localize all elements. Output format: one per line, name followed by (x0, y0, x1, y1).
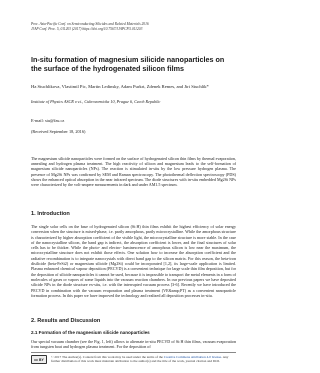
subsection-heading-formation: 2.1 Formation of the magnesium silicide nanoparticles (31, 330, 150, 335)
license-text (51, 355, 236, 364)
introduction-body: The single solar cells on the base of hydrogenated silicon (Si:H) thin films exhibit the highest efficiency of solar energy conversion when the structure is mixed-phase, i.e. partly amorphous, partly microcrystalline. While the amorphous structure is characterized by higher absorption coefficient of the visible light, the microcrystalline structure is more stable. In the case of the nanocrystalline silicon, the band gap is indirect, the absorption coefficient is lower, and the final structures of solar cells has to be thicker. While the photo- and electro- luminescence of amorphous silicon is low near the maximum, the microcrystalline structure does not exhibit those effects. One solution how to increase the absorption coefficient and the radiative recombination is to integrate nanocrystals with direct band gap to the silicon matrix. For this reason, the beta-iron disilicide (beta-FeSi2) or magnesium silicide (Mg2Si) could be incorporated [1,2], its large-scale application is limited. Plasma enhanced chemical vapour deposition (PECVD) is a convenient technique for large scale thin film deposition, but for the deposition of silicide nanoparticles it cannot be used, because it is impossible to transport the metal elements in a form of molecules of gases or vapors of some liquids into the vacuum reaction chambers. In our previous papers we have deposited silicide NPs in the diode structure ex-situ, i.e. with the interrupted vacuum process [3-6]. Recently we have introduced the PECVD in combination with the vacuum evaporation and plasma treatment (VE&amp;PT) as a convenient nanoparticle formation process. In this paper we have improved the technology and realized all deposition processes in-situ. (31, 224, 236, 298)
contact-email[interactable]: E-mail: stu@fzu.cz (31, 118, 65, 123)
license-text-start: © 2017 The Author(s). Content from this work may be used under the terms of the (51, 355, 164, 359)
journal-header (31, 22, 231, 32)
affiliation: Institute of Physics ASCR v.v.i., Cukrovarnicka 10, Prague 6, Czech Republic (31, 99, 161, 104)
subsection-body: Our special vacuum chamber (see the Fig. 1, left) allows to alternate in-situ PECVD of Si:H thin films, vacuum evaporation from tungsten boat and hydrogen plasma treatment. For the deposition of (31, 339, 236, 350)
journal-header-line2: JJAP Conf. Proc. 5, 011203 (2017) https://doi.org/10.7567/JJAPCP.5.011203 (31, 27, 143, 31)
license-footer (31, 355, 236, 364)
section-heading-results: 2. Results and Discussion (31, 318, 101, 324)
cc-license-icon[interactable]: cc BY (31, 355, 47, 364)
journal-header-line1: Proc. Asia-Pacific Conf. on Semiconducting Silicides and Related Materials 2016 (31, 22, 149, 26)
footer-divider (31, 352, 236, 353)
paper-title: In-situ formation of magnesium silicide nanoparticles on the surface of the hydrogenated silicon films (31, 55, 225, 73)
license-text-end: . Any further distribution of this work must maintain attribution to the author(s) and the title of the work, journal citation and DOI. (51, 355, 229, 364)
license-link[interactable]: Creative Commons Attribution 4.0 license (163, 355, 222, 359)
section-heading-introduction: 1. Introduction (31, 211, 70, 217)
received-date: (Received September 18, 2016) (31, 129, 86, 134)
abstract: The magnesium silicide nanoparticles were formed on the surface of hydrogenated silicon thin films by thermal evaporation, annealing and hydrogen plasma treatment. The high reactivity of silicon and magnesium leads to the self-formation of magnesium silicide nanoparticles (NPs). The reaction is stimulated in-situ by the low pressure hydrogen plasma. The presence of Mg2Si NPs was confirmed by SEM and Raman spectroscopy. The photothermal deflection spectroscopy (PDS) shows the enhanced optical absorption in the near infrared spectrum. The diode structures with in-situ embedded Mg2Si NPs were characterized by the volt-ampere measurements in dark and under AM1.5 spectrum. (31, 156, 236, 188)
author-list: Ha Stuchlikova, Vlastimil Pic, Martin Ledinsky, Adam Purkrt, Zdenek Remes, and Jiri Stuchlik* (31, 84, 209, 89)
